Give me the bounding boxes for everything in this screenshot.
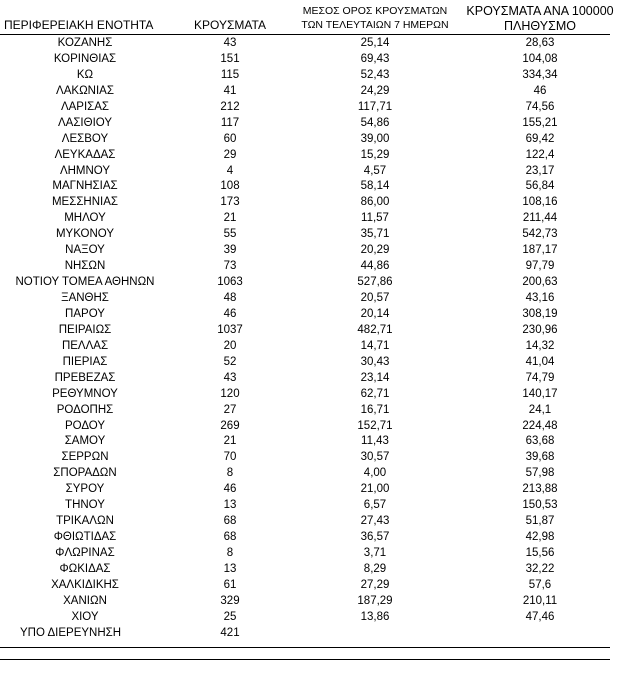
cases-cell: 151 (220, 52, 240, 65)
cases-cell: 1037 (217, 323, 243, 336)
per-100k-cell: 334,34 (522, 68, 558, 81)
cases-cell: 46 (223, 307, 237, 320)
table-row (0, 387, 610, 403)
avg-7day-cell: 54,86 (360, 116, 390, 129)
avg-7day-cell: 4,57 (363, 164, 387, 177)
region-name-cell: ΝΗΣΩΝ (64, 260, 106, 273)
region-name-cell: ΠΕΙΡΑΙΩΣ (58, 323, 112, 336)
region-name-cell: ΧΑΛΚΙΔΙΚΗΣ (51, 578, 119, 591)
per-100k-cell: 24,1 (528, 403, 552, 416)
cases-cell: 27 (223, 403, 237, 416)
cases-cell: 269 (220, 419, 240, 432)
avg-7day-cell: 39,00 (360, 132, 390, 145)
per-100k-cell: 57,98 (525, 467, 555, 480)
table-row (0, 578, 610, 594)
avg-7day-cell: 25,14 (360, 37, 390, 49)
avg-7day-cell: 23,14 (360, 371, 390, 384)
avg-7day-cell: 6,57 (363, 499, 387, 512)
cases-cell: 60 (223, 132, 237, 145)
cases-cell: 43 (223, 37, 237, 49)
avg-7day-cell: 62,71 (360, 387, 390, 400)
cases-cell: 55 (223, 228, 237, 241)
per-100k-cell: 63,68 (525, 435, 555, 448)
table-row (0, 434, 610, 450)
table-row (0, 371, 610, 387)
region-name-cell: ΝΑΞΟΥ (65, 244, 105, 257)
avg-7day-cell: 14,71 (360, 339, 390, 352)
per-100k-cell: 47,46 (525, 610, 555, 623)
table-row (0, 419, 610, 435)
region-name-cell: ΥΠΟ ΔΙΕΡΕΥΝΗΣΗ (20, 626, 122, 639)
per-100k-cell: 74,56 (525, 100, 555, 113)
per-100k-cell: 56,84 (525, 180, 555, 193)
avg-7day-cell: 24,29 (360, 84, 390, 97)
table-row (0, 195, 610, 211)
region-name-cell: ΦΛΩΡΙΝΑΣ (55, 547, 115, 559)
table-row (0, 116, 610, 132)
per-100k-cell: 150,53 (522, 499, 558, 512)
avg-7day-cell: 20,57 (360, 292, 390, 304)
per-100k-cell: 97,79 (525, 260, 555, 273)
per-100k-cell: 15,56 (525, 547, 555, 559)
per-100k-cell: 200,63 (522, 276, 558, 289)
cases-cell: 20 (223, 339, 237, 352)
region-name-cell: ΠΕΛΛΑΣ (61, 339, 109, 352)
header-per-100k (455, 4, 625, 34)
avg-7day-cell: 44,86 (360, 260, 390, 273)
avg-7day-cell: 152,71 (357, 419, 393, 432)
table-row (0, 482, 610, 498)
per-100k-cell: 69,42 (525, 132, 555, 145)
table-row (0, 148, 610, 164)
region-name-cell: ΝΟΤΙΟΥ ΤΟΜΕΑ ΑΘΗΝΩΝ (15, 276, 155, 289)
region-name-cell: ΜΕΣΣΗΝΙΑΣ (51, 196, 119, 209)
avg-7day-cell: 20,29 (360, 244, 390, 257)
per-100k-cell: 155,21 (522, 116, 558, 129)
per-100k-cell: 122,4 (525, 148, 555, 161)
table-row (0, 498, 610, 514)
table-row (0, 530, 610, 546)
region-name-cell: ΠΡΕΒΕΖΑΣ (54, 371, 116, 384)
cases-cell: 46 (223, 483, 237, 496)
per-100k-cell: 14,32 (525, 339, 555, 352)
region-name-cell: ΡΕΘΥΜΝΟΥ (52, 387, 118, 400)
per-100k-cell: 32,22 (525, 562, 555, 575)
cases-cell: 25 (223, 610, 237, 623)
region-name-cell: ΣΠΟΡΑΔΩΝ (53, 467, 117, 480)
per-100k-cell: 51,87 (525, 515, 555, 528)
table-row (0, 323, 610, 339)
header-cases: ΚΡΟΥΣΜΑΤΑ (194, 18, 266, 32)
avg-7day-cell: 4,00 (363, 467, 387, 480)
table-row (0, 84, 610, 100)
table-row (0, 355, 610, 371)
cases-cell: 13 (223, 499, 237, 512)
table-row (0, 546, 610, 562)
per-100k-cell: 43,16 (525, 292, 555, 304)
region-name-cell: ΛΕΥΚΑΔΑΣ (54, 148, 116, 161)
per-100k-cell: 210,11 (522, 594, 558, 607)
header-avg-line2: ΤΩΝ ΤΕΛΕΥΤΑΙΩΝ 7 ΗΜΕΡΩΝ (301, 19, 449, 31)
avg-7day-cell: 52,43 (360, 68, 390, 81)
avg-7day-cell: 27,29 (360, 578, 390, 591)
per-100k-cell: 41,04 (525, 355, 555, 368)
avg-7day-cell: 20,14 (360, 307, 390, 320)
per-100k-cell: 140,17 (522, 387, 558, 400)
region-name-cell: ΣΕΡΡΩΝ (61, 451, 109, 464)
table-row (0, 227, 610, 243)
cases-cell: 4 (226, 164, 234, 177)
avg-7day-cell: 58,14 (360, 180, 390, 193)
table-row (0, 594, 610, 610)
per-100k-cell: 108,16 (522, 196, 558, 209)
per-100k-cell: 104,08 (522, 52, 558, 65)
avg-7day-cell: 30,57 (360, 451, 390, 464)
header-per-line1: ΚΡΟΥΣΜΑΤΑ ΑΝΑ 100000 (466, 4, 614, 18)
cases-cell: 13 (223, 562, 237, 575)
table-row (0, 164, 610, 180)
cases-cell: 108 (220, 180, 240, 193)
avg-7day-cell: 86,00 (360, 196, 390, 209)
cases-cell: 68 (223, 515, 237, 528)
table-row (0, 403, 610, 419)
region-name-cell: ΚΟΡΙΝΘΙΑΣ (53, 52, 117, 65)
per-100k-cell: 39,68 (525, 451, 555, 464)
cases-cell: 41 (223, 84, 237, 97)
cases-cell: 421 (220, 626, 240, 639)
region-name-cell: ΚΟΖΑΝΗΣ (57, 37, 113, 49)
per-100k-cell: 542,73 (522, 228, 558, 241)
bottom-divider-1 (0, 647, 610, 648)
avg-7day-cell: 187,29 (357, 594, 393, 607)
region-name-cell: ΦΘΙΩΤΙΔΑΣ (53, 531, 117, 544)
avg-7day-cell: 15,29 (360, 148, 390, 161)
region-name-cell: ΛΑΚΩΝΙΑΣ (56, 84, 114, 97)
avg-7day-cell: 117,71 (357, 100, 393, 113)
region-name-cell: ΤΗΝΟΥ (65, 499, 105, 512)
cases-cell: 21 (223, 435, 237, 448)
per-100k-cell: 187,17 (522, 244, 558, 257)
region-name-cell: ΞΑΝΘΗΣ (61, 292, 109, 304)
cases-cell: 70 (223, 451, 237, 464)
cases-cell: 39 (223, 244, 237, 257)
cases-cell: 8 (226, 467, 234, 480)
region-name-cell: ΦΩΚΙΔΑΣ (59, 562, 111, 575)
table-row (0, 514, 610, 530)
table-row (0, 626, 610, 642)
cases-cell: 173 (220, 196, 240, 209)
per-100k-cell: 42,98 (525, 531, 555, 544)
region-name-cell: ΛΑΣΙΘΙΟΥ (57, 116, 113, 129)
cases-cell: 68 (223, 531, 237, 544)
region-name-cell: ΠΑΡΟΥ (65, 307, 105, 320)
per-100k-cell: 230,96 (522, 323, 558, 336)
per-100k-cell: 211,44 (522, 212, 558, 225)
table-row (0, 610, 610, 626)
region-name-cell: ΣΑΜΟΥ (64, 435, 106, 448)
avg-7day-cell: 35,71 (360, 228, 390, 241)
table-row (0, 211, 610, 227)
avg-7day-cell: 30,43 (360, 355, 390, 368)
table-row (0, 68, 610, 84)
cases-cell: 329 (220, 594, 240, 607)
avg-7day-cell: 527,86 (357, 276, 393, 289)
avg-7day-cell: 69,43 (360, 52, 390, 65)
cases-cell: 8 (226, 547, 234, 559)
avg-7day-cell: 27,43 (360, 515, 390, 528)
per-100k-cell: 57,6 (528, 578, 552, 591)
region-name-cell: ΡΟΔΟΥ (64, 419, 106, 432)
per-100k-cell: 28,63 (525, 37, 555, 49)
table-row (0, 179, 610, 195)
region-name-cell: ΠΙΕΡΙΑΣ (62, 355, 108, 368)
table-row (0, 339, 610, 355)
per-100k-cell: 213,88 (522, 483, 558, 496)
table-row (0, 243, 610, 259)
region-name-cell: ΧΑΝΙΩΝ (63, 594, 107, 607)
table-row (0, 52, 610, 68)
avg-7day-cell: 21,00 (360, 483, 390, 496)
header-divider (0, 34, 610, 35)
table-body (0, 36, 610, 642)
region-name-cell: ΜΑΓΝΗΣΙΑΣ (52, 180, 118, 193)
header-per-line2: ΠΛΗΘΥΣΜΟ (504, 19, 576, 33)
avg-7day-cell: 482,71 (357, 323, 393, 336)
avg-7day-cell: 13,86 (360, 610, 390, 623)
per-100k-cell: 23,17 (525, 164, 555, 177)
per-100k-cell: 224,48 (522, 419, 558, 432)
cases-cell: 48 (223, 292, 237, 304)
region-name-cell: ΛΑΡΙΣΑΣ (60, 100, 110, 113)
table-row (0, 450, 610, 466)
region-name-cell: ΡΟΔΟΠΗΣ (56, 403, 114, 416)
cases-cell: 43 (223, 371, 237, 384)
region-name-cell: ΛΗΜΝΟΥ (59, 164, 111, 177)
table-row (0, 307, 610, 323)
table-row (0, 132, 610, 148)
table-row (0, 466, 610, 482)
avg-7day-cell: 8,29 (363, 562, 387, 575)
table-row (0, 291, 610, 307)
table-row (0, 100, 610, 116)
cases-cell: 212 (220, 100, 240, 113)
region-name-cell: ΧΙΟΥ (71, 610, 99, 623)
table-row (0, 562, 610, 578)
cases-cell: 117 (220, 116, 240, 129)
avg-7day-cell: 11,43 (361, 435, 389, 448)
region-name-cell: ΜΗΛΟΥ (64, 212, 106, 225)
cases-cell: 21 (223, 212, 237, 225)
cases-cell: 52 (223, 355, 237, 368)
avg-7day-cell: 11,57 (361, 212, 389, 225)
avg-7day-cell: 3,71 (363, 547, 387, 559)
cases-cell: 29 (223, 148, 237, 161)
table-row (0, 36, 610, 52)
bottom-divider-2 (0, 659, 610, 660)
cases-cell: 120 (220, 387, 240, 400)
header-avg (300, 4, 450, 32)
region-name-cell: ΜΥΚΟΝΟΥ (55, 228, 115, 241)
header-region: ΠΕΡΙΦΕΡΕΙΑΚΗ ΕΝΟΤΗΤΑ (4, 18, 154, 32)
table-row (0, 275, 610, 291)
region-name-cell: ΤΡΙΚΑΛΩΝ (56, 515, 114, 528)
per-100k-cell: 308,19 (522, 307, 558, 320)
avg-7day-cell: 16,71 (360, 403, 390, 416)
per-100k-cell: 46 (533, 84, 547, 97)
table-row (0, 259, 610, 275)
cases-cell: 61 (223, 578, 237, 591)
header-avg-line1: ΜΕΣΟΣ ΟΡΟΣ ΚΡΟΥΣΜΑΤΩΝ (302, 5, 448, 17)
cases-cell: 115 (220, 68, 240, 81)
cases-cell: 1063 (217, 276, 243, 289)
avg-7day-cell: 36,57 (360, 531, 390, 544)
region-name-cell: ΚΩ (76, 68, 94, 81)
per-100k-cell: 74,79 (525, 371, 555, 384)
cases-cell: 73 (223, 260, 237, 273)
region-name-cell: ΣΥΡΟΥ (65, 483, 105, 496)
region-name-cell: ΛΕΣΒΟΥ (61, 132, 109, 145)
